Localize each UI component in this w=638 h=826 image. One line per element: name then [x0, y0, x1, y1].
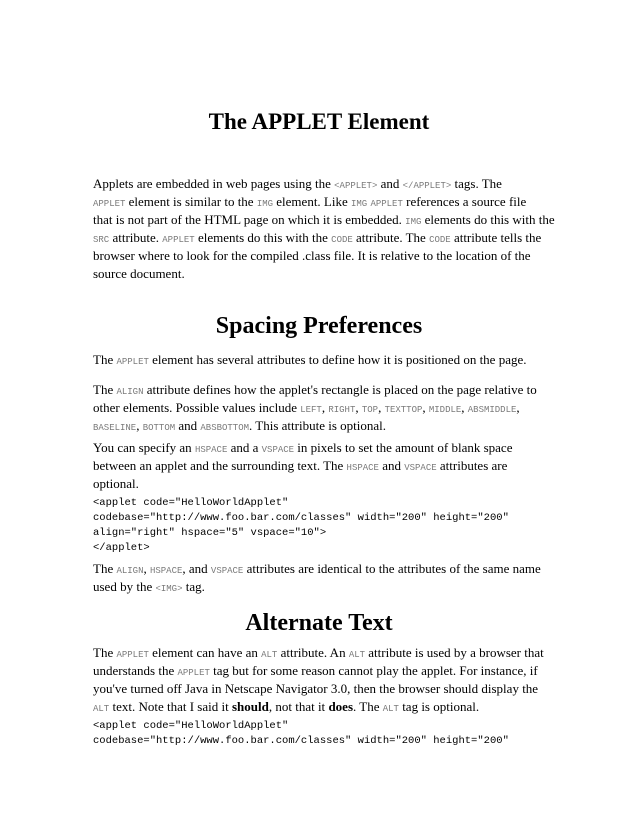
line: [93, 417, 553, 435]
text: . The: [353, 699, 383, 714]
text: , and: [182, 561, 211, 576]
text: attribute. An: [277, 645, 349, 660]
code-code: CODE: [429, 235, 451, 245]
code-applet: APPLET: [162, 235, 195, 245]
spacing-paragraph-1: [93, 351, 553, 369]
code-img-tag: <IMG>: [155, 584, 183, 594]
code-absmiddle: ABSMIDDLE: [467, 405, 517, 415]
text: tag but for some reason cannot play the applet. For instance, if: [209, 663, 538, 678]
text: The: [93, 561, 117, 576]
text: tag.: [182, 579, 205, 594]
code-texttop: TEXTTOP: [384, 405, 423, 415]
text: browser where to look for the compiled .class file. It is relative to the location of the: [93, 248, 531, 263]
text: attribute defines how the applet's rectangle is placed on the page relative to: [143, 382, 537, 397]
text: ,: [461, 400, 468, 415]
intro-paragraph: [93, 175, 553, 283]
line: [93, 399, 553, 417]
text: Applets are embedded in web pages using the: [93, 176, 335, 191]
code-img: IMG: [405, 217, 422, 227]
text: source document.: [93, 266, 185, 281]
code-example-spacing: <applet code="HelloWorldApplet" codebase="http://www.foo.bar.com/classes" width="200" height="200" align="right" hspace="5" vspace="10"> </applet>: [93, 497, 509, 554]
text: between an applet and the surrounding text. The: [93, 458, 347, 473]
text: ,: [321, 400, 329, 415]
text: that is not part of the HTML page on which it is embedded.: [93, 212, 406, 227]
emphasis-does: does: [328, 699, 353, 714]
code-applet-open: <APPLET>: [334, 181, 378, 191]
code-absbottom: ABSBOTTOM: [200, 423, 250, 433]
code-hspace: HSPACE: [194, 445, 228, 455]
text: The: [93, 352, 117, 367]
text: you've turned off Java in Netscape Navigator 3.0, then the browser should display the: [93, 681, 539, 696]
text: ,: [355, 400, 362, 415]
emphasis-should: should: [231, 699, 269, 714]
intro-line-1: [93, 175, 553, 193]
text: ,: [516, 400, 520, 415]
text: The: [93, 645, 117, 660]
code-alt: ALT: [93, 704, 110, 714]
code-vspace: VSPACE: [404, 463, 437, 473]
code-alt: ALT: [261, 650, 278, 660]
text: elements do this with the: [421, 212, 555, 227]
text: ,: [378, 400, 385, 415]
intro-line-5: [93, 247, 553, 265]
code-img: IMG: [256, 199, 274, 209]
code-alt: ALT: [348, 650, 366, 660]
text: used by the: [93, 579, 156, 594]
text: attributes are: [436, 458, 508, 473]
code-applet: APPLET: [116, 357, 149, 367]
code-hspace: HSPACE: [149, 566, 183, 576]
code-vspace: VSPACE: [210, 566, 244, 576]
text: tag is optional.: [398, 699, 480, 714]
code-src: SRC: [93, 235, 110, 245]
alternate-paragraph-1: [93, 644, 553, 716]
text: in pixels to set the amount of blank space: [294, 440, 513, 455]
text: and: [377, 176, 403, 191]
code-right: RIGHT: [328, 405, 356, 415]
text: attribute tells the: [450, 230, 542, 245]
code-applet: APPLET: [370, 199, 403, 209]
line: [93, 439, 553, 457]
section-heading-alternate-text: Alternate Text: [245, 610, 393, 636]
text: ,: [422, 400, 429, 415]
intro-line-6: [93, 265, 553, 283]
text: You can specify an: [93, 440, 195, 455]
code-alt: ALT: [382, 704, 399, 714]
spacing-paragraph-3: [93, 439, 553, 493]
line: [93, 351, 553, 369]
spacing-paragraph-2: [93, 381, 553, 435]
code-left: LEFT: [300, 405, 322, 415]
text: , not that it: [268, 699, 329, 714]
code-hspace: HSPACE: [346, 463, 379, 473]
code-bottom: BOTTOM: [142, 423, 176, 433]
text: element can have an: [148, 645, 262, 660]
line: [93, 662, 553, 680]
text: attributes are identical to the attributes of the same name: [243, 561, 541, 576]
text: other elements. Possible values include: [93, 400, 301, 415]
text: and: [378, 458, 405, 473]
text: references a source file: [402, 194, 527, 209]
text: attribute is used by a browser that: [365, 645, 544, 660]
line: [93, 680, 553, 698]
line: [93, 560, 553, 578]
text: optional.: [93, 476, 139, 491]
code-top: TOP: [361, 405, 379, 415]
code-vspace: VSPACE: [261, 445, 295, 455]
text: attribute. The: [352, 230, 430, 245]
text: ,: [136, 418, 143, 433]
code-applet: APPLET: [116, 650, 149, 660]
intro-line-4: [93, 229, 553, 247]
code-applet-close: </APPLET>: [402, 181, 452, 191]
line: [93, 457, 553, 475]
text: tags. The: [451, 176, 502, 191]
text: ,: [143, 561, 150, 576]
page-title: The APPLET Element: [208, 109, 430, 134]
line: [93, 475, 553, 493]
code-applet: APPLET: [177, 668, 210, 678]
text: text. Note that I said it: [109, 699, 232, 714]
code-img: IMG: [351, 199, 368, 209]
code-example-alternate: <applet code="HelloWorldApplet" codebase="http://www.foo.bar.com/classes" width="200" height="200": [93, 720, 509, 747]
line: [93, 698, 553, 716]
line: [93, 578, 553, 596]
section-heading-spacing: Spacing Preferences: [215, 313, 423, 339]
text: element. Like: [273, 194, 351, 209]
text: attribute.: [109, 230, 163, 245]
intro-line-2: [93, 193, 553, 211]
text: understands the: [93, 663, 178, 678]
code-baseline: BASELINE: [93, 423, 137, 433]
intro-line-3: [93, 211, 553, 229]
text: . This attribute is optional.: [249, 418, 386, 433]
code-middle: MIDDLE: [428, 405, 462, 415]
code-applet: APPLET: [93, 199, 126, 209]
text: The: [93, 382, 117, 397]
code-align: ALIGN: [116, 387, 144, 397]
text: element has several attributes to define how it is positioned on the page.: [148, 352, 527, 367]
line: [93, 644, 553, 662]
line: [93, 381, 553, 399]
text: and: [175, 418, 201, 433]
text: and a: [227, 440, 262, 455]
text: elements do this with the: [194, 230, 332, 245]
text: element is similar to the: [125, 194, 257, 209]
spacing-paragraph-4: [93, 560, 553, 596]
code-code: CODE: [331, 235, 353, 245]
code-align: ALIGN: [116, 566, 144, 576]
